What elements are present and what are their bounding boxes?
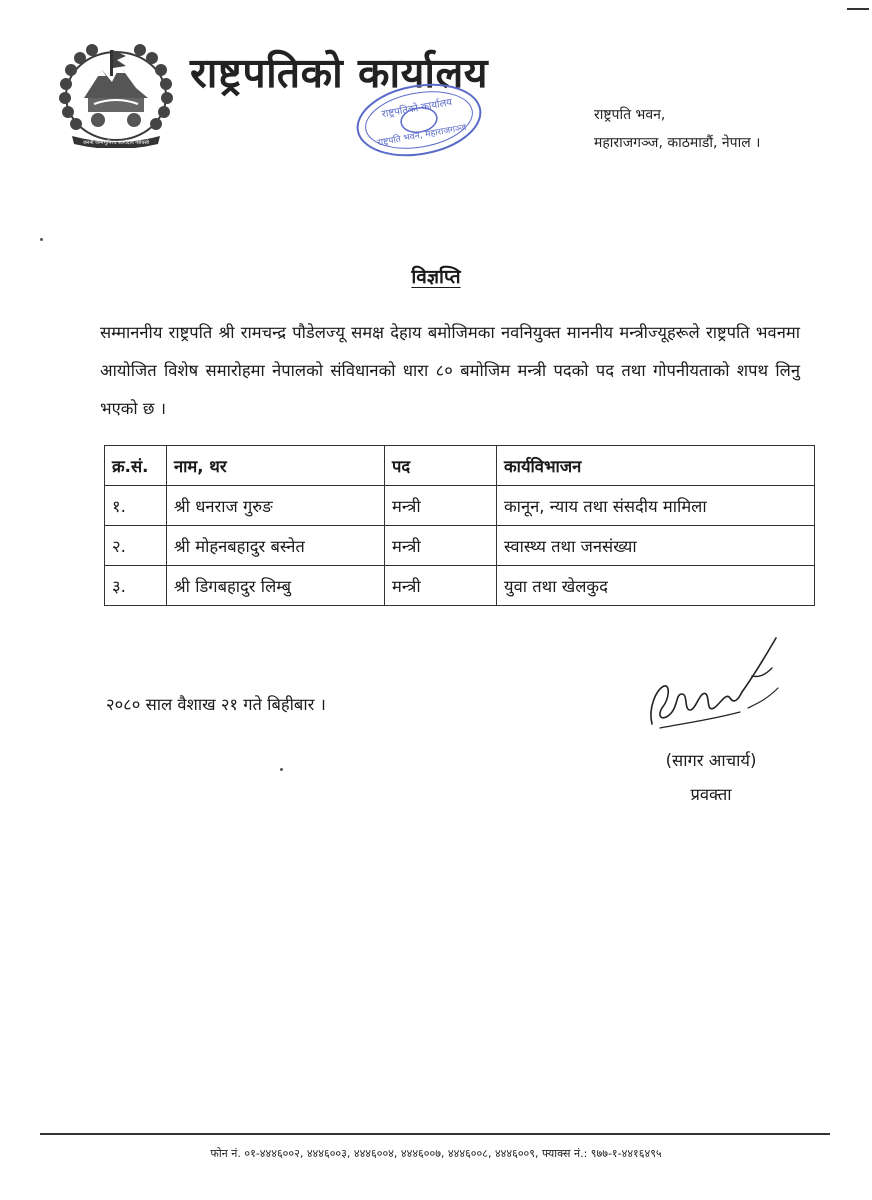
scan-speck — [280, 768, 283, 771]
office-stamp-icon — [352, 80, 487, 160]
cell-name: श्री धनराज गुरुङ — [167, 486, 385, 526]
cell-post: मन्त्री — [385, 566, 497, 606]
cell-post: मन्त्री — [385, 486, 497, 526]
cell-portfolio: कानून, न्याय तथा संसदीय मामिला — [497, 486, 815, 526]
scan-speck — [40, 238, 43, 241]
address-line-1: राष्ट्रपति भवन, — [594, 107, 666, 123]
table-row — [105, 526, 815, 566]
signer-title: प्रवक्ता — [690, 785, 732, 804]
svg-text:राष्ट्रपतिको कार्यालय: राष्ट्रपतिको कार्यालय — [380, 97, 454, 121]
notice-date: २०८० साल वैशाख २१ गते बिहीबार । — [106, 695, 326, 714]
footer-divider — [40, 1133, 830, 1135]
cell-serial: ३. — [105, 566, 167, 606]
address-line-2: महाराजगञ्ज, काठमाडौं, नेपाल । — [594, 135, 761, 151]
col-header-serial: क्र.सं. — [105, 446, 167, 486]
svg-text:राष्ट्रपति भवन, महाराजगञ्ज: राष्ट्रपति भवन, महाराजगञ्ज — [376, 123, 468, 149]
notice-heading-text: विज्ञप्ति — [411, 266, 461, 288]
office-title: राष्ट्रपतिको कार्यालय — [190, 49, 489, 97]
signer-name: (सागर आचार्य) — [665, 751, 757, 770]
cell-serial: १. — [105, 486, 167, 526]
svg-text:जननी जन्मभूमिश्च स्वर्गादपि गर: जननी जन्मभूमिश्च स्वर्गादपि गरीयसी — [82, 140, 150, 146]
signer-block — [636, 744, 786, 812]
notice-heading — [0, 263, 872, 289]
cell-portfolio: स्वास्थ्य तथा जनसंख्या — [497, 526, 815, 566]
table-row — [105, 566, 815, 606]
office-address — [594, 101, 760, 157]
corner-mark — [847, 8, 869, 10]
cell-portfolio: युवा तथा खेलकुद — [497, 566, 815, 606]
notice-body: सम्माननीय राष्ट्रपति श्री रामचन्द्र पौडेलज्यू समक्ष देहाय बमोजिमका नवनियुक्त माननीय मन्त्रीज्यूहरूले राष्ट्रपति भवनमा आयोजित विशेष समारोहमा नेपालको संविधानको धारा ८० बमोजिम मन्त्री पदको पद तथा गोपनीयताको शपथ लिनु भएको छ । — [100, 323, 800, 418]
cell-name: श्री डिगबहादुर लिम्बु — [167, 566, 385, 606]
table-header-row — [105, 446, 815, 486]
cell-name: श्री मोहनबहादुर बस्नेत — [167, 526, 385, 566]
ministers-table — [104, 445, 815, 606]
col-header-portfolio: कार्यविभाजन — [497, 446, 815, 486]
cell-serial: २. — [105, 526, 167, 566]
table-row — [105, 486, 815, 526]
col-header-post: पद — [385, 446, 497, 486]
contact-footer: फोन नं. ०१-४४४६००२, ४४४६००३, ४४४६००४, ४४४६००७, ४४४६००८, ४४४६००९, फ्याक्स नं.: ९७७-१-४४१६४९५ — [210, 1147, 662, 1160]
cell-post: मन्त्री — [385, 526, 497, 566]
col-header-name: नाम, थर — [167, 446, 385, 486]
signature-icon — [630, 628, 790, 740]
nepal-emblem-icon — [54, 40, 178, 148]
